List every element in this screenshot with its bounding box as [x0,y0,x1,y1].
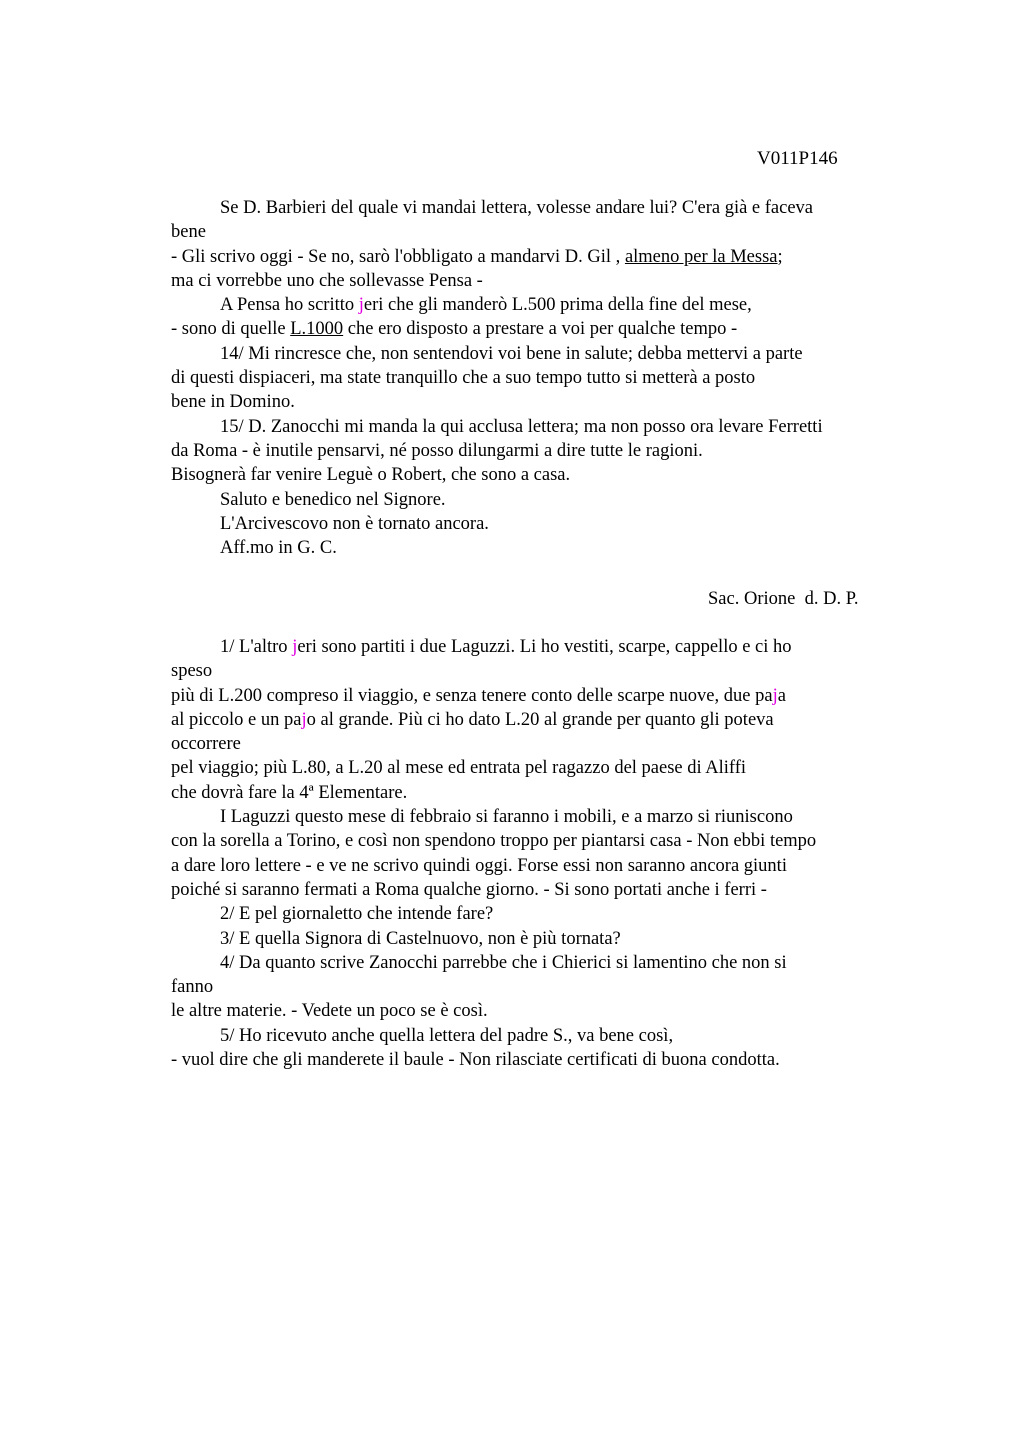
text-line: 3/ E quella Signora di Castelnuovo, non è più tornata? [220,928,621,949]
text-line: ma ci vorrebbe uno che sollevasse Pensa - [171,270,483,291]
text-line: I Laguzzi questo mese di febbraio si faranno i mobili, e a marzo si riuniscono [220,807,793,828]
text-line: le altre materie. - Vedete un poco se è così. [171,1001,488,1022]
text-segment: eri che gli manderò L.500 prima della fine del mese, [363,295,752,316]
document-reference-code: V011P146 [757,148,838,169]
text-segment: al piccolo e un pa [171,709,302,730]
text-segment: A Pensa ho scritto [220,295,359,316]
letter-part-1 [171,196,911,560]
text-segment: o al grande. Più ci ho dato L.20 al grande per quanto gli poteva [306,709,774,730]
text-line: fanno [171,977,214,998]
text-line: bene in Domino. [171,392,295,413]
letter-part-2 [171,635,911,1072]
text-line: Bisognerà far venire Leguè o Robert, che sono a casa. [171,465,571,486]
text-segment: - Gli scrivo oggi - Se no, sarò l'obbligato a mandarvi D. Gil , [171,246,625,267]
text-line [171,708,911,732]
highlighted-letter: j [772,685,778,706]
text-segment: eri sono partiti i due Laguzzi. Li ho vestiti, scarpe, cappello e ci ho [297,637,792,657]
underlined-text: L.1000 [290,319,344,340]
text-line: - vuol dire che gli manderete il baule - Non rilasciate certificati di buona condotta. [171,1050,780,1071]
text-line: con la sorella a Torino, e così non spendono troppo per piantarsi casa - Non ebbi tempo [171,831,817,852]
text-segment: a [777,685,786,706]
text-line [171,293,911,317]
text-line: bene [171,222,206,243]
text-line: 15/ D. Zanocchi mi manda la qui acclusa lettera; ma non posso ora levare Ferretti [220,416,823,437]
text-line: 2/ E pel giornaletto che intende fare? [220,904,494,925]
text-line [171,317,911,341]
text-line: 4/ Da quanto scrive Zanocchi parrebbe che i Chierici si lamentino che non si [220,952,787,973]
text-line: di questi dispiaceri, ma state tranquillo che a suo tempo tutto si metterà a posto [171,368,756,389]
text-segment: che ero disposto a prestare a voi per qualche tempo - [343,319,738,340]
text-line: Se D. Barbieri del quale vi mandai lettera, volesse andare lui? C'era già e faceva [220,198,814,218]
signature: Sac. Orione d. D. P. [708,589,859,609]
text-line: pel viaggio; più L.80, a L.20 al mese ed entrata pel ragazzo del paese di Aliffi [171,758,747,779]
text-line: 14/ Mi rincresce che, non sentendovi voi bene in salute; debba mettervi a parte [220,343,803,364]
text-line: che dovrà fare la 4ª Elementare. [171,782,408,803]
text-segment: più di L.200 compreso il viaggio, e senza tenere conto delle scarpe nuove, due pa [171,685,773,706]
text-line [171,245,911,269]
text-segment: - sono di quelle [171,319,291,340]
text-line [171,684,911,708]
text-segment: 1/ L'altro [220,637,293,657]
text-line [171,635,911,659]
text-line: speso [171,661,213,682]
highlighted-letter: j [301,709,307,730]
text-line: Saluto e benedico nel Signore. [220,489,446,510]
text-line: 5/ Ho ricevuto anche quella lettera del padre S., va bene così, [220,1025,674,1046]
text-line: L'Arcivescovo non è tornato ancora. [220,513,489,534]
text-line: poiché si saranno fermati a Roma qualche giorno. - Si sono portati anche i ferri - [171,879,767,900]
text-line: da Roma - è inutile pensarvi, né posso dilungarmi a dire tutte le ragioni. [171,440,703,461]
underlined-text: almeno per la Messa [624,246,778,267]
text-segment: ; [777,246,783,267]
text-line: a dare loro lettere - e ve ne scrivo quindi oggi. Forse essi non saranno ancora giunti [171,855,787,876]
text-line: Aff.mo in G. C. [220,538,337,559]
text-line: occorrere [171,734,241,755]
highlighted-letter: j [358,295,364,316]
highlighted-letter: j [292,637,298,657]
